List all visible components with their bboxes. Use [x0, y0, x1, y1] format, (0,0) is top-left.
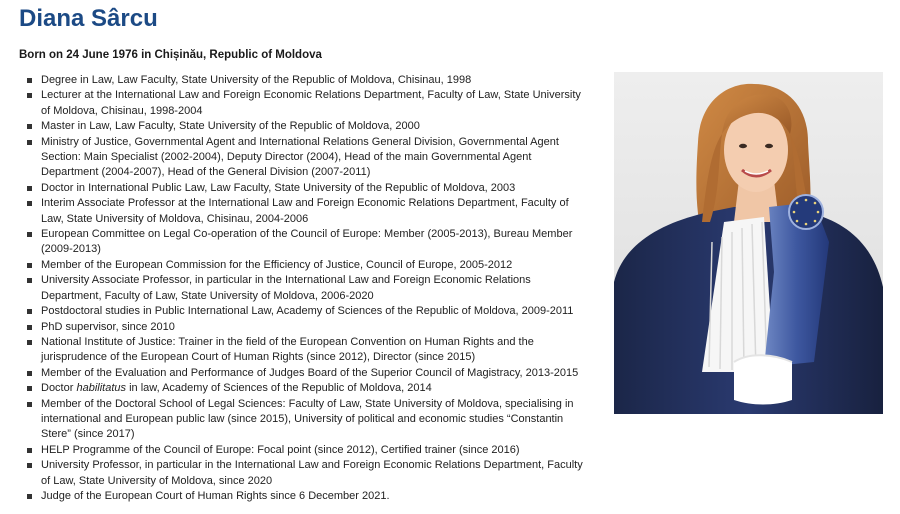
page-title: Diana Sârcu	[19, 5, 158, 32]
career-item	[26, 196, 591, 227]
career-item-text: Member of the European Commission for the Efficiency of Justice, Council of Europe, 2005-2012	[41, 258, 513, 271]
career-item-text: University Professor, in particular in the International Law and Foreign Economic Relations Department, Faculty of Law, State University of Moldova, since 2020	[41, 459, 583, 487]
career-item	[26, 227, 591, 258]
bullet-icon	[27, 309, 32, 314]
judge-portrait-photo	[614, 72, 883, 414]
bullet-icon	[27, 340, 32, 345]
bullet-icon	[27, 140, 32, 145]
career-item	[26, 489, 591, 504]
career-item-text: Master in Law, Law Faculty, State University of the Republic of Moldova, 2000	[41, 120, 420, 133]
bullet-icon	[27, 232, 32, 237]
bullet-icon	[27, 494, 32, 499]
career-item-text: Doctor in International Public Law, Law Faculty, State University of the Republic of Moldova, 2003	[41, 181, 516, 194]
career-item	[26, 258, 591, 273]
bullet-icon	[27, 263, 32, 268]
career-item-text: Ministry of Justice, Governmental Agent and International Relations General Division, Governmental Agent Section: Main Specialist (2002-2004), Deputy Director (2004), Head of the main Governmental Agent Department (2004-2007), Head of the General Division (2007-2011)	[41, 135, 559, 179]
bullet-icon	[27, 278, 32, 283]
career-item-text: European Committee on Legal Co-operation of the Council of Europe: Member (2005-2013), Bureau Member (2009-2013)	[41, 228, 573, 256]
bullet-icon	[27, 93, 32, 98]
bullet-icon	[27, 402, 32, 407]
career-item-text: Degree in Law, Law Faculty, State University of the Republic of Moldova, Chisinau, 1998	[41, 74, 472, 86]
career-item-text: HELP Programme of the Council of Europe: Focal point (since 2012), Certified trainer (since 2016)	[41, 443, 520, 456]
career-item	[26, 366, 591, 381]
career-item	[26, 88, 591, 119]
career-item-text: Member of the Doctoral School of Legal Sciences: Faculty of Law, State University of Moldova, specialising in international and European public law (since 2015), University of political and economic studies “Constantin Stere” (since 2017)	[41, 397, 574, 441]
bullet-icon	[27, 463, 32, 468]
bullet-icon	[27, 325, 32, 330]
career-item-text: in law, Academy of Sciences of the Republic of Moldova, 2014	[126, 382, 432, 395]
career-item	[26, 443, 591, 458]
career-item-text: Judge of the European Court of Human Rights since 6 December 2021.	[41, 489, 390, 502]
career-item	[26, 181, 591, 196]
career-item-text: National Institute of Justice: Trainer in the field of the European Convention on Human Rights and the jurisprudence of the European Court of Human Rights (since 2012), Director (since 2015)	[41, 335, 534, 364]
bullet-icon	[27, 371, 32, 376]
bullet-icon	[27, 448, 32, 453]
bullet-icon	[27, 386, 32, 391]
career-item	[26, 381, 591, 396]
career-item	[26, 397, 591, 443]
career-item	[26, 320, 591, 335]
career-item	[26, 335, 591, 366]
career-item	[26, 273, 591, 304]
career-item-text: PhD supervisor, since 2010	[41, 320, 175, 333]
career-item	[26, 458, 591, 489]
career-item	[26, 119, 591, 134]
career-item-emphasis: habilitatus	[76, 382, 127, 395]
career-item-text: Member of the Evaluation and Performance of Judges Board of the Superior Council of Magistracy, 2013-2015	[41, 366, 579, 379]
bullet-icon	[27, 186, 32, 191]
career-item-text: Lecturer at the International Law and Foreign Economic Relations Department, Faculty of Law, State University of Moldova, Chisinau, 1998-2004	[41, 89, 581, 117]
career-item	[26, 304, 591, 319]
career-item-text: University Associate Professor, in particular in the International Law and Foreign Economic Relations Department, Faculty of Law, State University of Moldova, 2006-2020	[41, 274, 531, 302]
bullet-icon	[27, 78, 32, 83]
bullet-icon	[27, 124, 32, 129]
career-item	[26, 73, 591, 88]
career-item-text: Postdoctoral studies in Public International Law, Academy of Sciences of the Republic of Moldova, 2009-2011	[41, 305, 574, 318]
career-item-text: Doctor	[41, 382, 77, 395]
birth-info: Born on 24 June 1976 in Chișinău, Republic of Moldova	[19, 49, 322, 61]
career-item	[26, 135, 591, 181]
career-list	[26, 73, 591, 504]
career-item-text: Interim Associate Professor at the International Law and Foreign Economic Relations Department, Faculty of Law, State University of Moldova, Chisinau, 2004-2006	[41, 197, 569, 225]
bullet-icon	[27, 201, 32, 206]
portrait-illustration	[614, 72, 883, 414]
